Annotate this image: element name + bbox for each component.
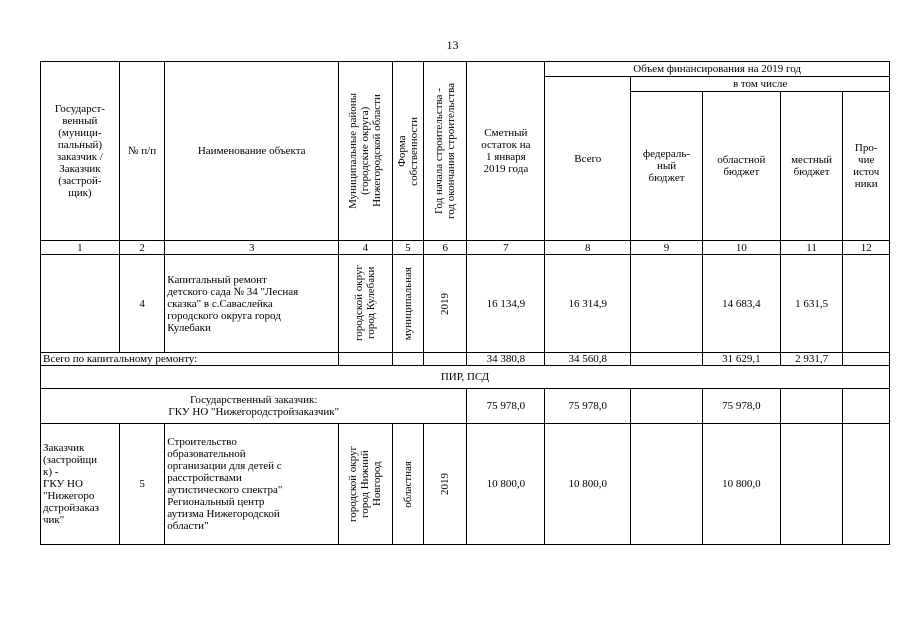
capital-total-label: Всего по капитальному ремонту:	[41, 353, 339, 366]
row-district: городской округ город Нижний Новгород	[347, 445, 384, 523]
column-number: 9	[631, 241, 703, 255]
row-other	[843, 255, 890, 353]
header-other: Про- чие источ ники	[843, 92, 890, 241]
header-object-name: Наименование объекта	[165, 62, 339, 241]
column-number: 4	[339, 241, 393, 255]
column-number: 2	[119, 241, 164, 255]
header-funding-volume: Объем финансирования на 2019 год	[545, 62, 890, 77]
header-regional: областной бюджет	[702, 92, 780, 241]
header-total: Всего	[545, 77, 631, 241]
row-num: 4	[119, 255, 164, 353]
financing-table	[40, 61, 890, 545]
state-client-label: Государственный заказчик: ГКУ НО "Нижегородстройзаказчик"	[41, 389, 467, 424]
state-client-estimate: 75 978,0	[467, 389, 545, 424]
table-row-capital-total	[41, 353, 890, 366]
header-customer: Государст- венный (муници- пальный) заказчик / Заказчик (застрой- щик)	[41, 62, 120, 241]
header-years: Год начала строительства - год окончания строительства	[433, 83, 458, 219]
table-row-object-4	[41, 255, 890, 353]
header-estimate-balance: Сметный остаток на 1 января 2019 года	[467, 62, 545, 241]
table-row-state-client	[41, 389, 890, 424]
column-number: 12	[843, 241, 890, 255]
header-num: № п/п	[119, 62, 164, 241]
state-client-total: 75 978,0	[545, 389, 631, 424]
column-number: 8	[545, 241, 631, 255]
column-number: 7	[467, 241, 545, 255]
capital-total-regional: 31 629,1	[702, 353, 780, 366]
row-federal	[631, 255, 703, 353]
column-number: 10	[702, 241, 780, 255]
column-number: 5	[392, 241, 423, 255]
column-number: 6	[424, 241, 467, 255]
column-number-row	[41, 241, 890, 255]
row-customer: Заказчик (застройщи к) - ГКУ НО "Нижегоро дстройзаказ чик"	[41, 424, 120, 545]
table-row-object-5	[41, 424, 890, 545]
column-number: 3	[165, 241, 339, 255]
row-object-name: Строительство образовательной организации для детей с расстройствами аутистического спектра" Региональный центр аутизма Нижегородской области"	[165, 424, 339, 545]
header-local: местный бюджет	[780, 92, 843, 241]
row-year: 2019	[439, 473, 452, 495]
header-including: в том числе	[631, 77, 890, 92]
row-total: 16 314,9	[545, 255, 631, 353]
page-number: 13	[446, 38, 459, 52]
row-ownership: муниципальная	[401, 266, 414, 341]
capital-total-total: 34 560,8	[545, 353, 631, 366]
table-row-section	[41, 366, 890, 389]
row-regional: 14 683,4	[702, 255, 780, 353]
capital-total-local: 2 931,7	[780, 353, 843, 366]
column-number: 1	[41, 241, 120, 255]
header-districts: Муниципальные районы (городские округа) Нижегородской области	[347, 93, 384, 209]
row-estimate: 16 134,9	[467, 255, 545, 353]
row-ownership: областная	[401, 460, 414, 508]
header-federal: федераль- ный бюджет	[631, 92, 703, 241]
row-estimate: 10 800,0	[467, 424, 545, 545]
row-total: 10 800,0	[545, 424, 631, 545]
row-num: 5	[119, 424, 164, 545]
row-object-name: Капитальный ремонт детского сада № 34 "Лесная сказка" в с.Саваслейка городского округа город Кулебаки	[165, 255, 339, 353]
row-district: городской округ город Кулебаки	[353, 265, 378, 342]
column-number: 11	[780, 241, 843, 255]
state-client-regional: 75 978,0	[702, 389, 780, 424]
row-local: 1 631,5	[780, 255, 843, 353]
header-ownership: Форма собственности	[395, 116, 420, 186]
section-title: ПИР, ПСД	[41, 366, 890, 389]
capital-total-estimate: 34 380,8	[467, 353, 545, 366]
row-year: 2019	[439, 292, 452, 315]
row-regional: 10 800,0	[702, 424, 780, 545]
